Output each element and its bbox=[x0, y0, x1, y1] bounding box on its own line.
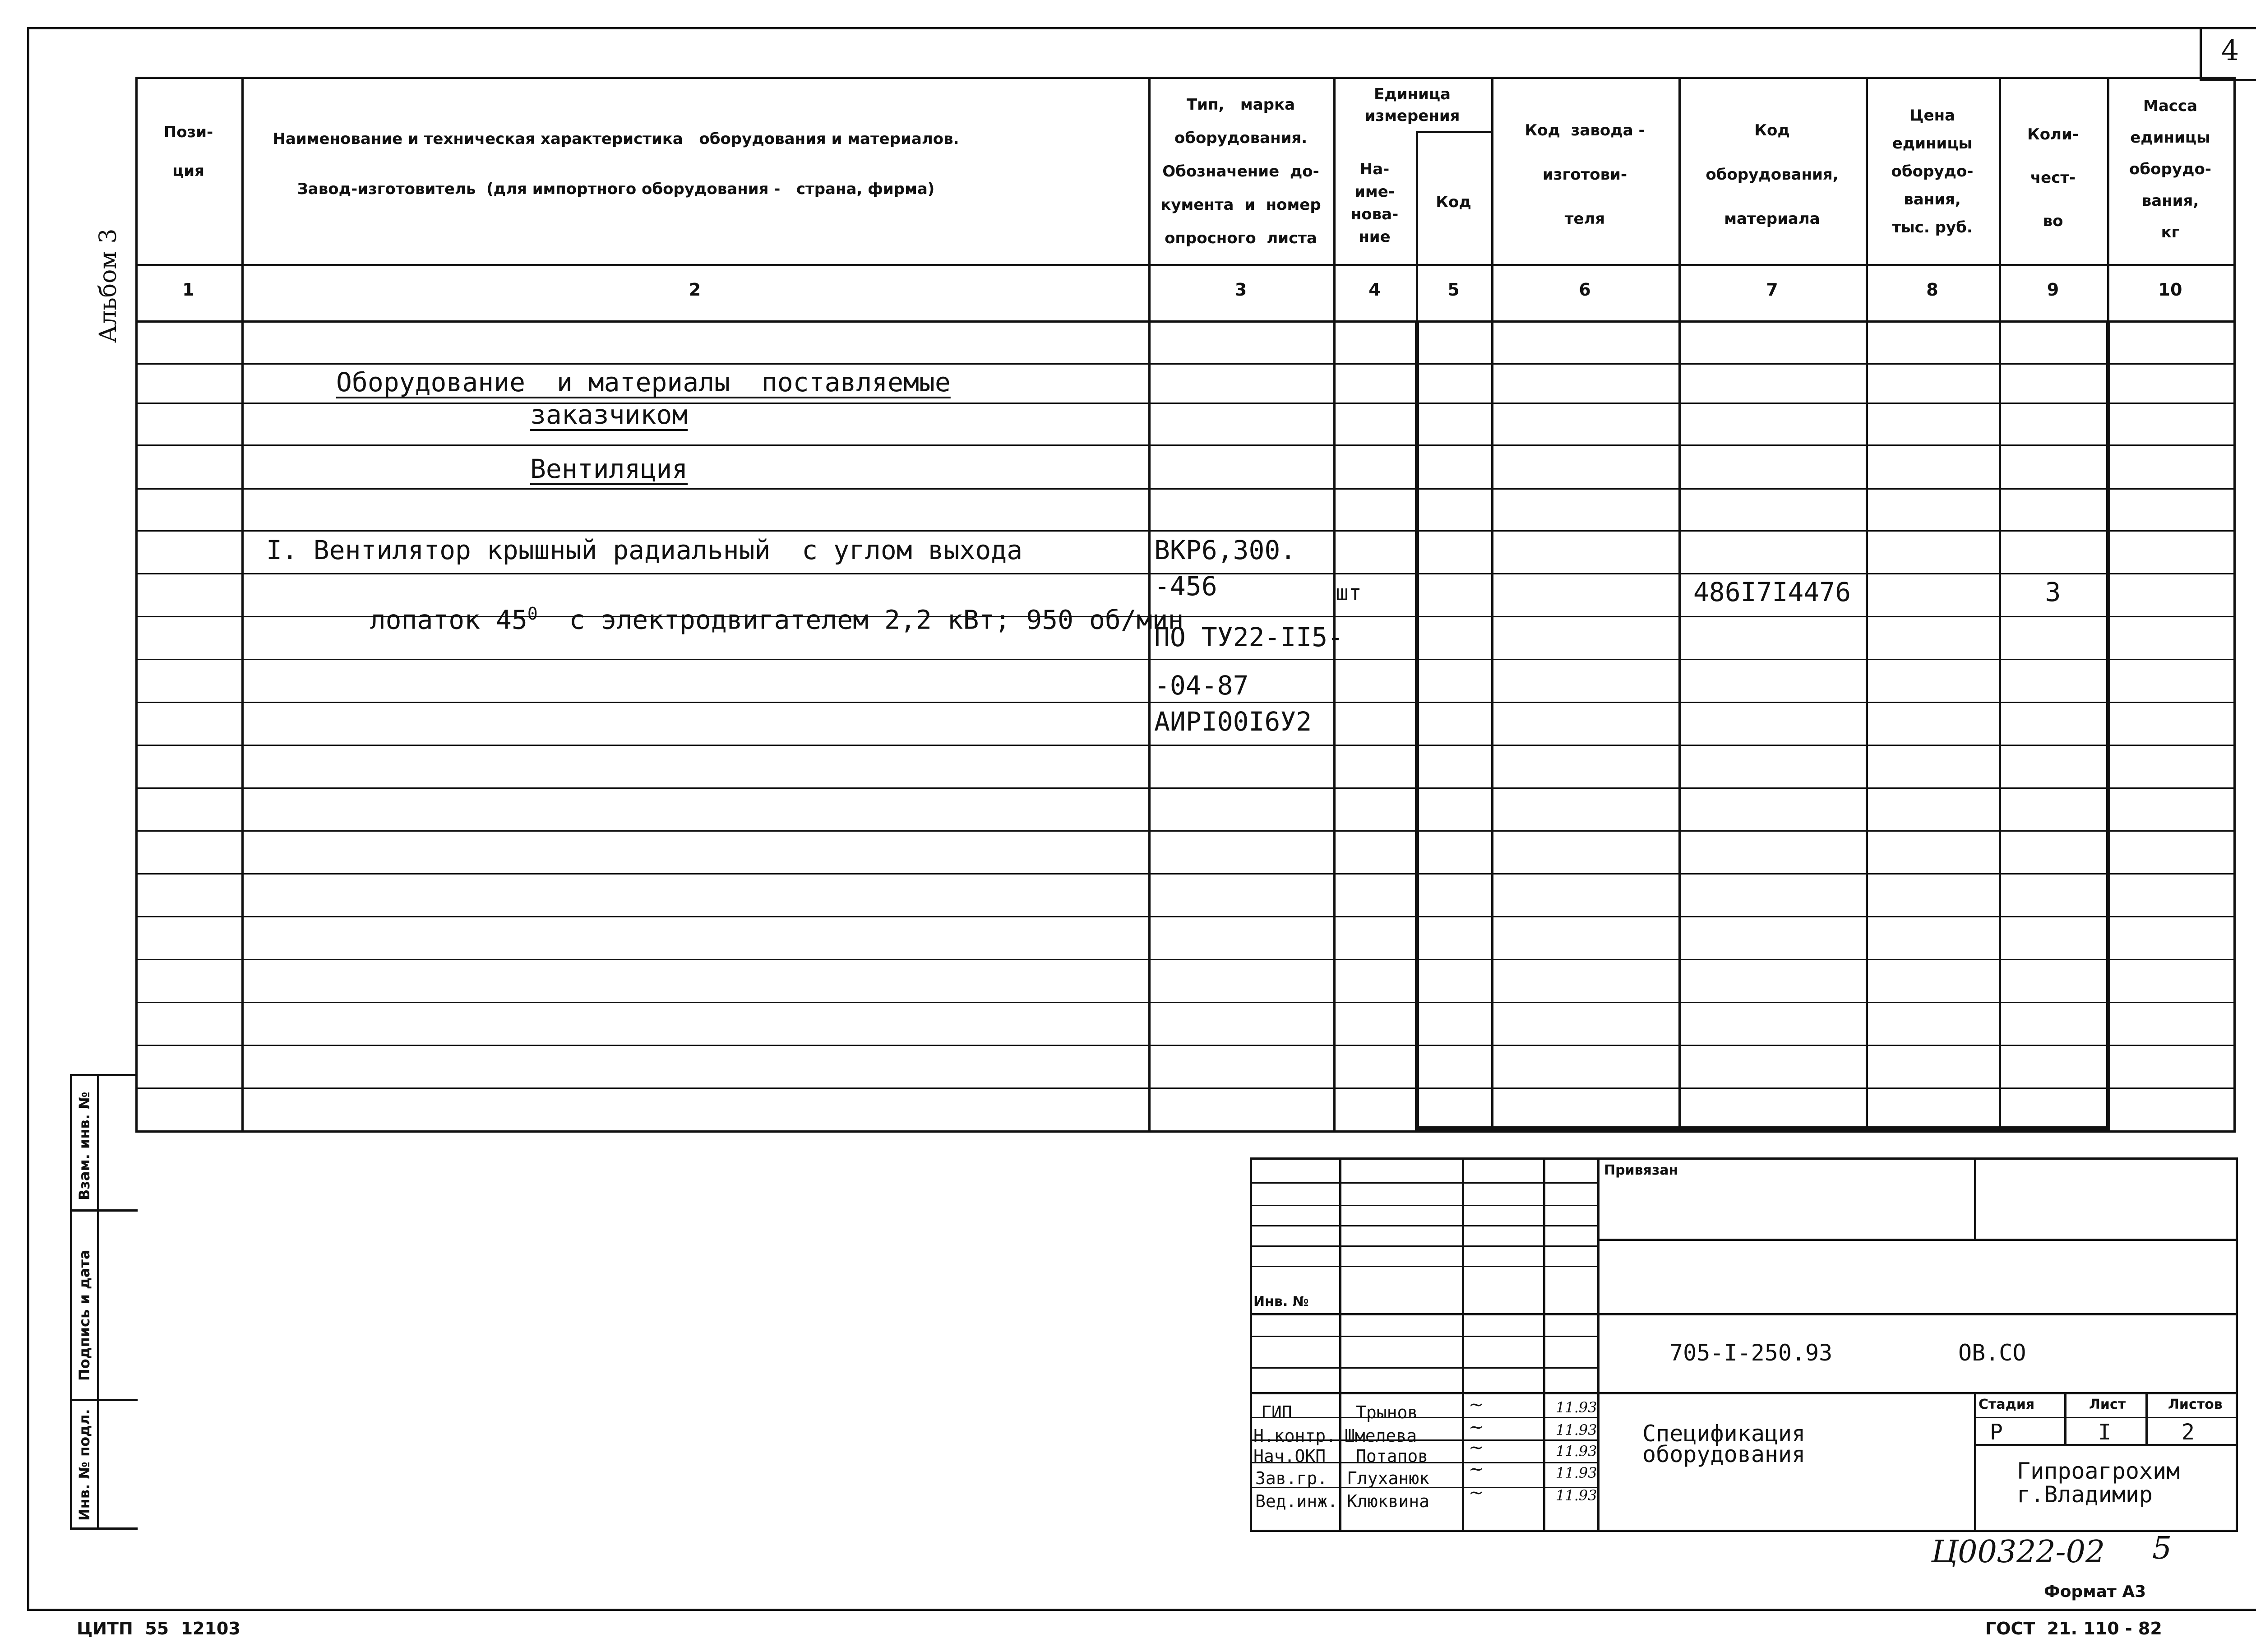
type-line: АИРI00I6У2 bbox=[1154, 706, 1312, 737]
signature: ~ bbox=[1469, 1482, 1484, 1503]
unit-value: шт bbox=[1336, 580, 1362, 606]
role-date: 11.93 bbox=[1556, 1421, 1597, 1439]
header-line: Коли- bbox=[2027, 125, 2079, 143]
stamp-signature-date: Подпись и дата bbox=[76, 1249, 93, 1381]
header-unit-name bbox=[1333, 158, 1416, 248]
stage-value: Р bbox=[1990, 1420, 2003, 1445]
footer-left: ЦИТП 55 12103 bbox=[77, 1619, 240, 1638]
header-line: опросного листа bbox=[1165, 229, 1317, 247]
header-line: кг bbox=[2161, 223, 2180, 241]
role-label: Зав.гр. bbox=[1255, 1468, 1328, 1488]
header-line: нова- bbox=[1350, 205, 1399, 223]
title-block bbox=[1250, 1157, 2238, 1532]
header-line: теля bbox=[1564, 210, 1605, 228]
sheet-value: I bbox=[2098, 1420, 2111, 1445]
header-line: вания, bbox=[1904, 190, 1961, 208]
column-number: 3 bbox=[1234, 280, 1247, 300]
stamp-inv-podl: Инв. № подл. bbox=[76, 1409, 93, 1521]
header-type bbox=[1148, 88, 1333, 255]
section-title-cont: заказчиком bbox=[530, 399, 688, 430]
degree-sup: 0 bbox=[527, 604, 538, 624]
role-name: Трынов bbox=[1356, 1402, 1418, 1422]
header-line: изготови- bbox=[1542, 166, 1627, 184]
inv-no-label: Инв. № bbox=[1253, 1294, 1309, 1310]
header-equipment-code bbox=[1678, 108, 1866, 241]
column-number: 8 bbox=[1926, 280, 1938, 300]
column-number: 6 bbox=[1579, 280, 1591, 300]
header-line: вания, bbox=[2141, 192, 2199, 210]
privyazan-label: Привязан bbox=[1604, 1162, 1678, 1178]
header-line: Цена bbox=[1909, 106, 1956, 125]
item-text: с электродвигателем 2,2 кВт; 950 об/мин bbox=[537, 604, 1184, 635]
title-line2: оборудования bbox=[1642, 1441, 1806, 1467]
column-number: 7 bbox=[1766, 280, 1778, 300]
header-line: Масса bbox=[2143, 97, 2198, 115]
header-position bbox=[135, 120, 241, 184]
org-line1: Гипроагрохим bbox=[2017, 1458, 2180, 1484]
header-line: во bbox=[2043, 212, 2063, 230]
header-line: име- bbox=[1355, 183, 1395, 201]
role-name: Глуханюк bbox=[1347, 1468, 1430, 1488]
item-description-line1: I. Вентилятор крышный радиальный с углом выхода bbox=[266, 535, 1023, 565]
sheets-value: 2 bbox=[2182, 1420, 2195, 1445]
quantity-value: 3 bbox=[2045, 577, 2061, 607]
header-unit-group bbox=[1333, 83, 1491, 127]
item-description-line2 bbox=[307, 579, 1183, 659]
header-line: оборудо- bbox=[2129, 160, 2211, 178]
handwritten-code: Ц00322-02 bbox=[1931, 1534, 2105, 1570]
org-line2: г.Владимир bbox=[2017, 1481, 2153, 1508]
header-price bbox=[1866, 102, 1999, 241]
equipment-code-value: 486I7I4476 bbox=[1693, 577, 1851, 607]
album-label-text: Альбом 3 bbox=[95, 228, 122, 343]
column-number: 4 bbox=[1368, 280, 1381, 300]
spec-table bbox=[135, 77, 2236, 1133]
header-line: материала bbox=[1724, 210, 1820, 228]
header-line: Завод-изготовитель (для импортного оборудования - страна, фирма) bbox=[297, 180, 935, 198]
column-number: 2 bbox=[689, 280, 701, 300]
role-label: Вед.инж. bbox=[1255, 1491, 1338, 1511]
document-code: 705-I-250.93 bbox=[1669, 1340, 1833, 1366]
header-line: Код bbox=[1754, 121, 1790, 139]
column-number: 1 bbox=[182, 280, 194, 300]
signature: ~ bbox=[1469, 1437, 1484, 1458]
handwritten-page: 5 bbox=[2152, 1531, 2172, 1566]
document-mark: ОВ.СО bbox=[1958, 1340, 2026, 1366]
signature: ~ bbox=[1469, 1394, 1484, 1415]
footer-right: ГОСТ 21. 110 - 82 bbox=[1985, 1619, 2162, 1638]
role-name: Клюквина bbox=[1347, 1491, 1430, 1511]
role-label: Н.контр. bbox=[1253, 1426, 1336, 1446]
column-number: 9 bbox=[2047, 280, 2059, 300]
header-line: оборудования, bbox=[1706, 166, 1839, 184]
type-line: -04-87 bbox=[1154, 670, 1249, 701]
header-name bbox=[241, 126, 990, 202]
header-line: чест- bbox=[2030, 169, 2076, 187]
role-name: Потапов bbox=[1356, 1446, 1428, 1466]
header-line: тыс. руб. bbox=[1892, 218, 1973, 236]
column-number: 5 bbox=[1447, 280, 1460, 300]
header-mass bbox=[2107, 90, 2233, 248]
role-date: 11.93 bbox=[1556, 1443, 1597, 1460]
type-line: ПО ТУ22-II5- bbox=[1154, 622, 1344, 652]
sheet-label: Лист bbox=[2089, 1397, 2126, 1412]
header-factory-code bbox=[1491, 108, 1678, 241]
header-quantity bbox=[1999, 113, 2107, 243]
role-date: 11.93 bbox=[1556, 1399, 1597, 1416]
role-label: ГИП bbox=[1261, 1402, 1292, 1422]
type-line: ВКР6,300. bbox=[1154, 535, 1296, 565]
header-line: Наименование и техническая характеристика оборудования и материалов. bbox=[273, 130, 959, 148]
header-line: оборудо- bbox=[1891, 162, 1974, 180]
section-title: Оборудование и материалы поставляемые bbox=[336, 367, 951, 398]
header-line: На- bbox=[1359, 160, 1390, 178]
header-line: единицы bbox=[1892, 134, 1973, 153]
header-line: Тип, марка bbox=[1186, 96, 1295, 114]
header-unit-code: Код bbox=[1436, 193, 1471, 211]
header-line: Код завода - bbox=[1525, 121, 1645, 139]
type-line: -456 bbox=[1154, 571, 1217, 602]
subsection-title: Вентиляция bbox=[530, 453, 688, 484]
album-label bbox=[95, 229, 122, 343]
header-line: Единица bbox=[1374, 85, 1451, 103]
role-date: 11.93 bbox=[1556, 1464, 1597, 1481]
header-line: единицы bbox=[2130, 129, 2210, 147]
title-line1: Спецификация bbox=[1642, 1421, 1806, 1447]
sheet-number: 4 bbox=[2221, 34, 2239, 67]
sheets-label: Листов bbox=[2168, 1397, 2223, 1412]
header-line: кумента и номер bbox=[1160, 196, 1321, 214]
format-label: Формат А3 bbox=[2044, 1583, 2146, 1601]
header-line: ние bbox=[1359, 228, 1391, 246]
header-line: Пози- bbox=[163, 123, 213, 141]
stage-label: Стадия bbox=[1979, 1397, 2035, 1412]
header-line: измерения bbox=[1364, 107, 1460, 125]
role-label: Нач.ОКП bbox=[1253, 1446, 1326, 1466]
header-line: оборудования. bbox=[1174, 129, 1308, 147]
role-name: Шмелева bbox=[1345, 1426, 1417, 1446]
item-text: лопаток 45 bbox=[370, 604, 527, 635]
role-date: 11.93 bbox=[1556, 1487, 1597, 1504]
header-line: Обозначение до- bbox=[1162, 162, 1319, 180]
signature: ~ bbox=[1469, 1459, 1484, 1480]
stamp-vzam-inv: Взам. инв. № bbox=[76, 1092, 93, 1200]
signature: ~ bbox=[1469, 1417, 1484, 1438]
header-line: ция bbox=[172, 162, 204, 180]
column-number: 10 bbox=[2158, 280, 2182, 300]
